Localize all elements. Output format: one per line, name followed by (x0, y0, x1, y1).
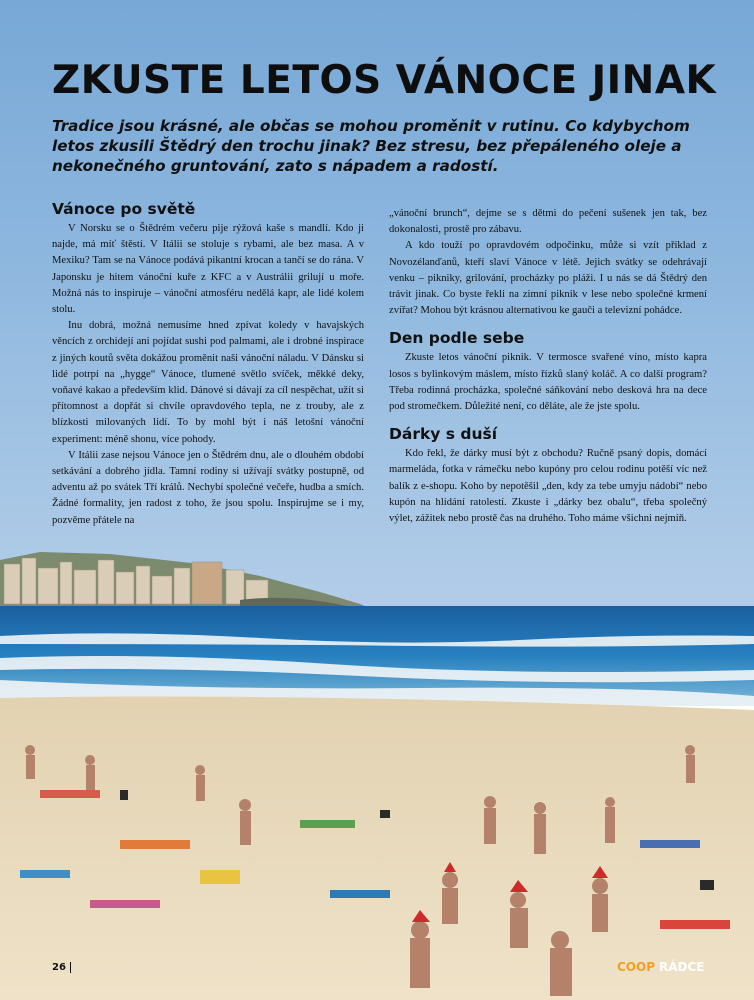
paragraph: A kdo touží po opravdovém odpočinku, může si vzít příklad z Novozélanďanů, kteří slaví Vánoce v létě. Jejich svátky se odehrávají venku – pikniky, grilování, procházky po pláži. I u nás se dá Štědrý den trávit jinak. Co byste řekli na zimní piknik v lese nebo společné krmení zvířat? Mohou být krásnou alternativou ke gauči a televizní pohádce. (389, 240, 707, 317)
sand (0, 697, 754, 1000)
brand-part-coop: COOP (617, 960, 656, 974)
paragraph: V Norsku se o Štědrém večeru pije rýžová kaše s mandlí. Kdo ji najde, má míť štěstí. V Itálii se stoluje s rybami, ale bez masa. A v Mexiku? Tam se na Vánoce podává pikantní krocan a tančí se do rána. V Japonsku je hitem vánoční kuře z KFC a v Austrálii grilují u moře. Možná nás to inspiruje – vánoční atmosféru nedělá kapr, ale lidé kolem stolu. (52, 223, 364, 316)
heading-darky-s-dusi: Dárky s duší (389, 425, 498, 444)
page-number: 26 (52, 962, 66, 973)
beach-photo (0, 540, 754, 1000)
heading-vanoce-po-svete: Vánoce po světě (52, 200, 196, 218)
article-lead: Tradice jsou krásné, ale občas se mohou proměnit v rutinu. Co kdybychom letos zkusili Štědrý den trochu jinak? Bez stresu, bez přepáleného oleje a nekonečného gruntování, zato s nápadem a radostí. (52, 117, 690, 175)
article-title: ZKUSTE LETOS VÁNOCE JINAK (52, 58, 717, 103)
brand-logo (617, 960, 705, 974)
brand-part-radce: RÁDCE (659, 960, 705, 974)
paragraph: Zkuste letos vánoční piknik. V termosce svařené víno, místo kapra losos s bylinkovým máslem, místo řízků slaný koláč. A co další program? Třeba rodinná procházka, společné sáňkování nebo desková hra na dece pod stromečkem. Důležité není, co děláte, ale že jste spolu. (389, 352, 707, 413)
heading-den-podle-sebe: Den podle sebe (389, 329, 525, 348)
paragraph: V Itálii zase nejsou Vánoce jen o Štědrém dnu, ale o dlouhém období setkávání a dobrého jídla. Tamní rodiny si užívají svátky postupně, od adventu až po svátek Tří králů. Nechybí společné večeře, hudba a smích. Žádné formality, jen radost z toho, že jsou spolu. Inspirujme se i my, pozvěme přátele na (52, 449, 364, 526)
column-left (52, 198, 364, 529)
page-number-divider (70, 962, 71, 973)
paragraph: Inu dobrá, možná nemusíme hned zpívat koledy v havajských věncích z orchidejí ani pojídat sushi pod palmami, ale i drobné inspirace z jiných koutů světa dokážou proměnit naši vánoční náladu. V Dánsku si lidé potrpí na „hygge“ Vánoce, tlumené světlo svíček, měkké deky, voňavé kakao a především klid. Dánové si dávají za cíl nespěchat, užít si přítomnost a dopřát si chvíle opravdového tepla, ne z trouby, ale z blízkosti milovaných lidí. To by mohl být i náš letošní vánoční experiment: méně shonu, více pohody. (52, 320, 364, 445)
paragraph: Kdo řekl, že dárky musí být z obchodu? Ručně psaný dopis, domácí marmeláda, fotka v rámečku nebo kupóny pro celou rodinu potěší víc než balík z e-shopu. Koho by nepotěšil „den, kdy za tebe umyju nádobí“ nebo kupón na hlídání ratolestí. Zkuste i „dárky bez obalu“, třeba společný výlet, zážitek nebo prostě čas na druhého. Toho máme všichni nejmíň. (389, 448, 707, 525)
column-right (389, 206, 707, 527)
paragraph: „vánoční brunch“, dejme se s dětmi do pečení sušenek jen tak, bez dokonalosti, prostě pro zábavu. (389, 208, 707, 236)
